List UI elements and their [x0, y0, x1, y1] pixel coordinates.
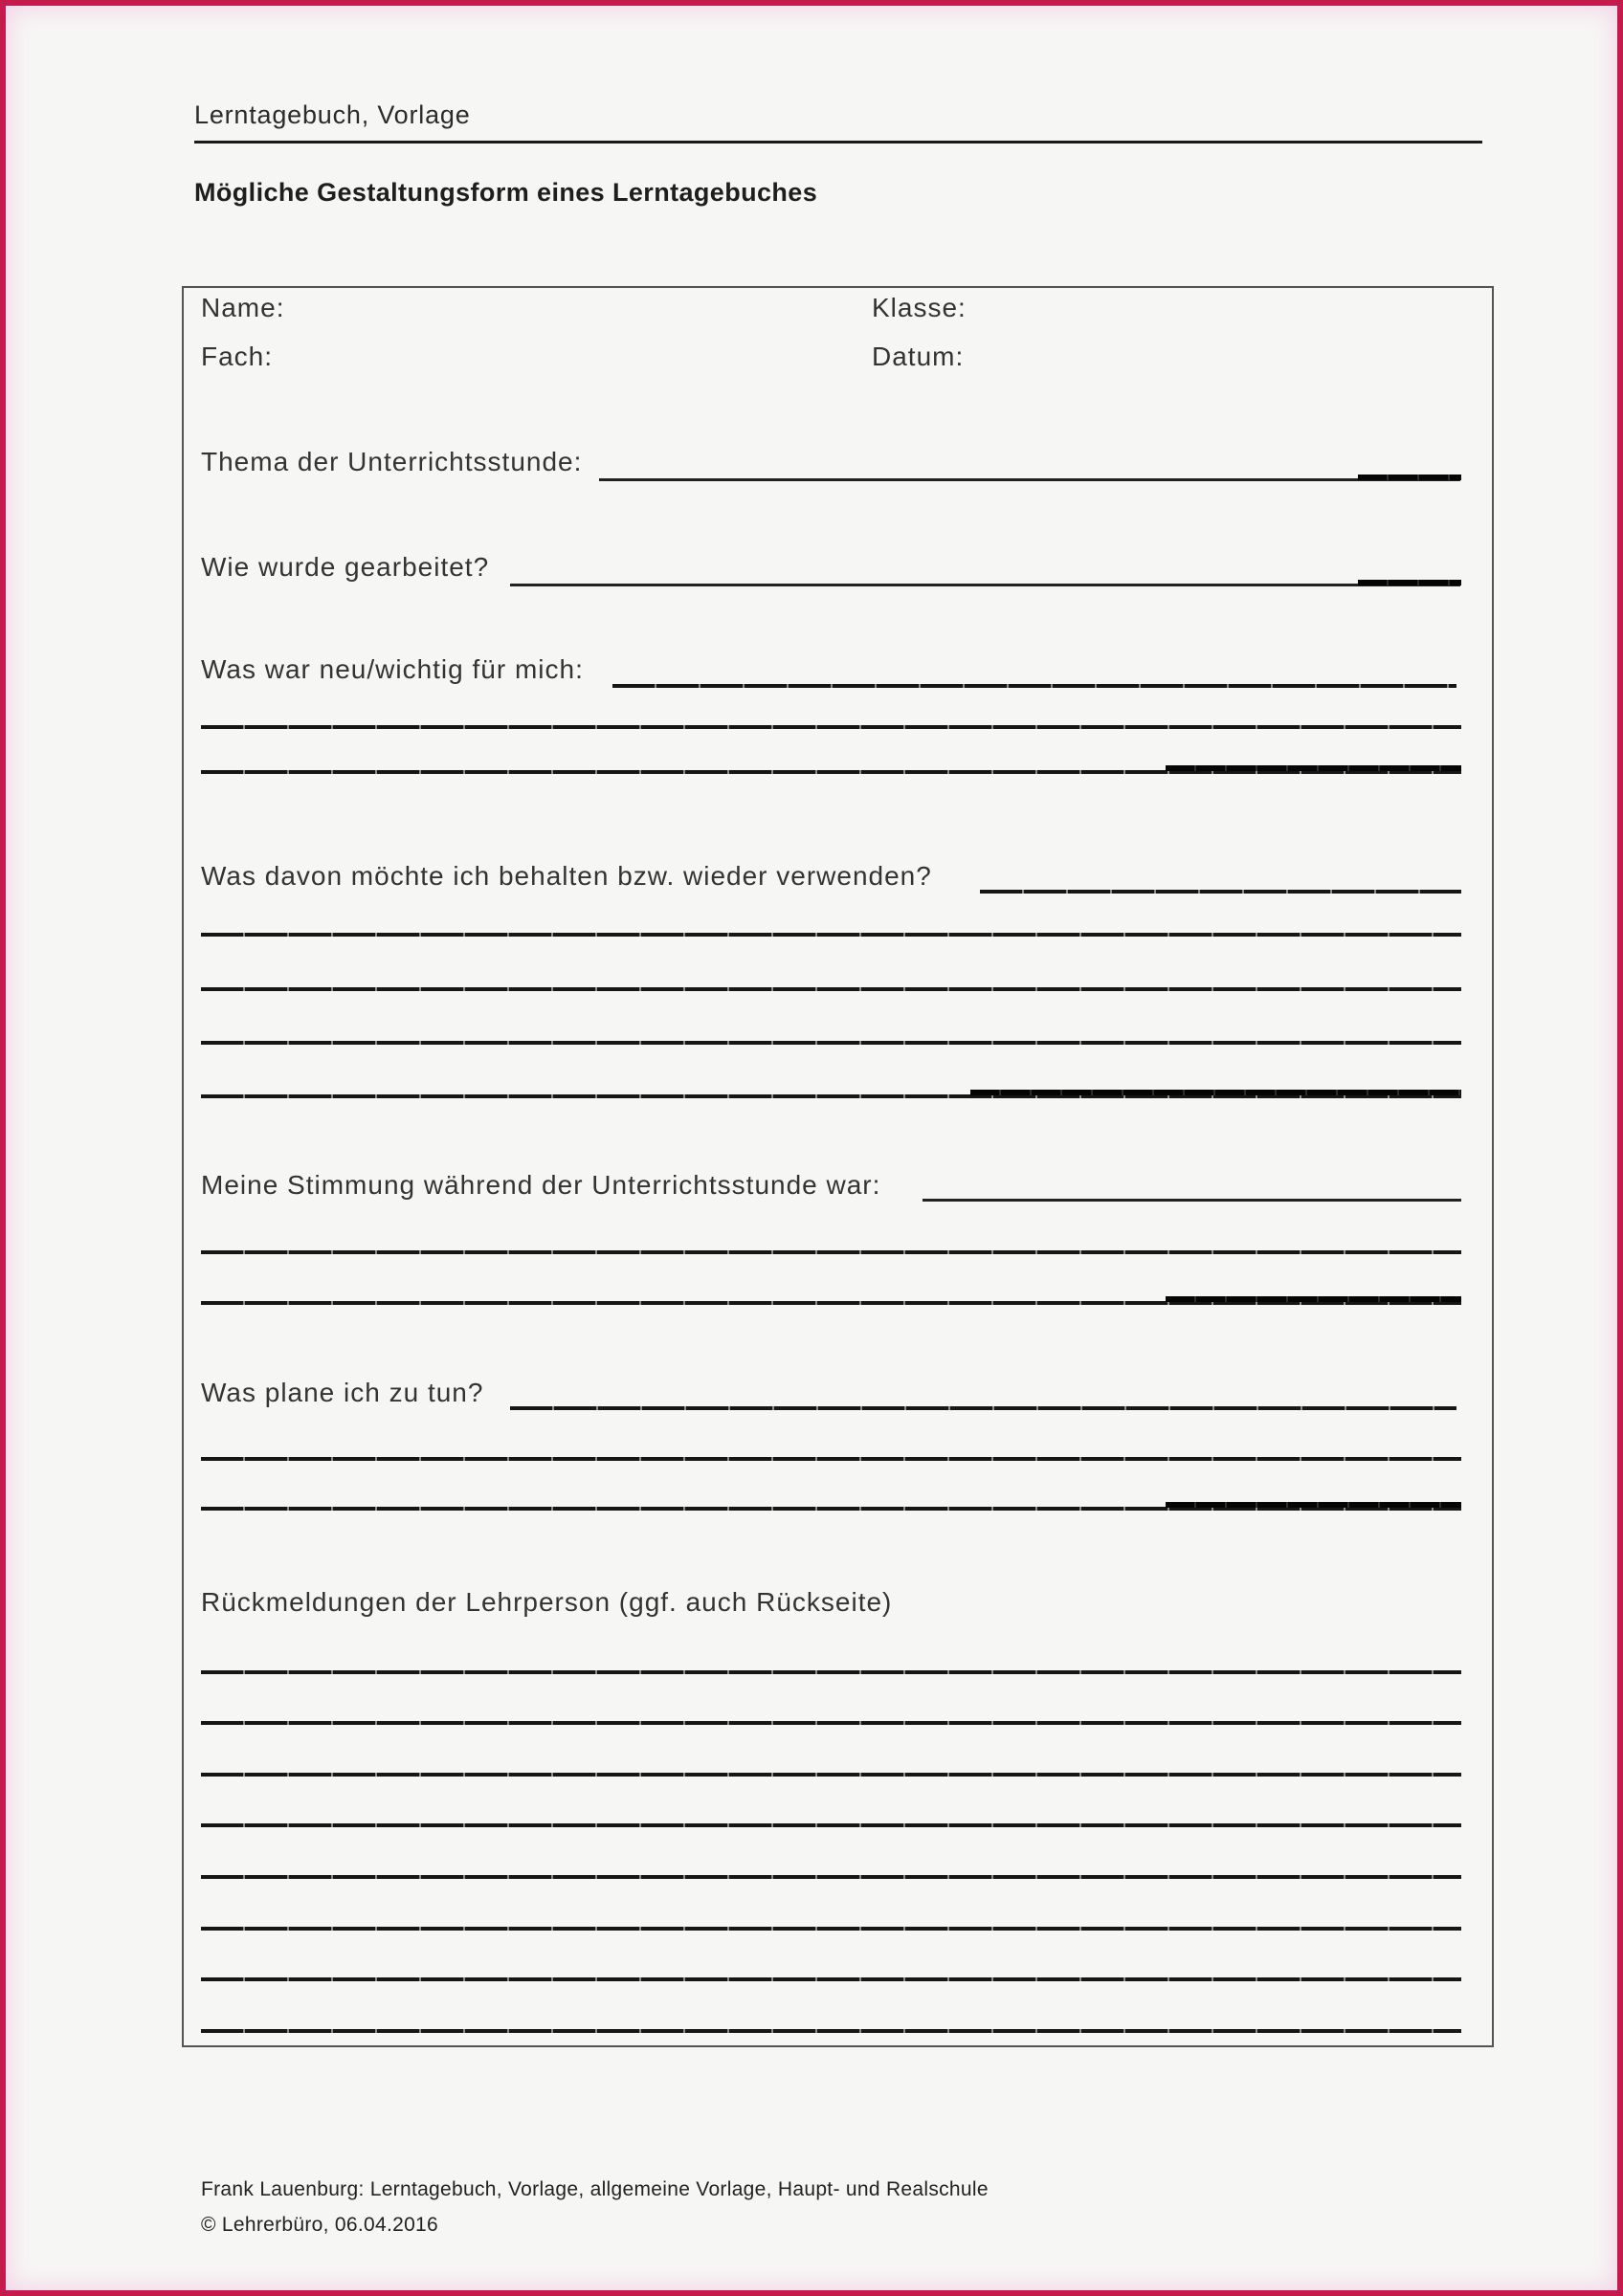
write-line [612, 684, 1456, 688]
footer-credit: Frank Lauenburg: Lerntagebuch, Vorlage, allgemeine Vorlage, Haupt- und Realschule [201, 2178, 989, 2200]
write-line [980, 890, 1461, 894]
write-line [201, 1927, 1461, 1931]
write-line [201, 987, 1461, 991]
field-label-name: Name: [201, 293, 285, 322]
field-label-rueckmeldung: Rückmeldungen der Lehrperson (ggf. auch Rückseite) [201, 1587, 893, 1617]
field-label-fach: Fach: [201, 342, 274, 371]
write-line-bold-end [1358, 475, 1461, 480]
write-line [201, 1457, 1461, 1461]
write-line [201, 1977, 1461, 1981]
field-label-klasse: Klasse: [872, 293, 967, 322]
header-rule [194, 141, 1482, 144]
write-line-bold-end [1166, 1502, 1461, 1508]
field-label-thema: Thema der Unterrichtsstunde: [201, 447, 583, 476]
write-line [201, 725, 1461, 729]
write-line [510, 584, 1460, 586]
write-line [201, 2029, 1461, 2033]
field-label-gearbeitet: Wie wurde gearbeitet? [201, 552, 490, 582]
write-line-bold-end [1358, 580, 1461, 585]
write-line [599, 478, 1460, 481]
write-line-bold-end [1166, 765, 1461, 771]
write-line [923, 1199, 1461, 1202]
write-line [201, 1773, 1461, 1777]
field-label-neu: Was war neu/wichtig für mich: [201, 654, 584, 684]
footer-copyright: © Lehrerbüro, 06.04.2016 [201, 2214, 439, 2236]
document-title: Mögliche Gestaltungsform eines Lerntagebuches [194, 178, 818, 207]
write-line [201, 1250, 1461, 1254]
write-line [201, 933, 1461, 937]
field-label-stimmung: Meine Stimmung während der Unterrichtsstunde war: [201, 1170, 881, 1200]
write-line [201, 1041, 1461, 1045]
field-label-datum: Datum: [872, 342, 965, 371]
field-label-behalten: Was davon möchte ich behalten bzw. wieder verwenden? [201, 861, 932, 891]
page-header-title: Lerntagebuch, Vorlage [194, 100, 471, 129]
write-line [510, 1406, 1456, 1410]
write-line-bold-end [970, 1090, 1461, 1095]
field-label-plan: Was plane ich zu tun? [201, 1378, 484, 1407]
write-line [201, 1823, 1461, 1827]
write-line [201, 1875, 1461, 1879]
write-line-bold-end [1166, 1296, 1461, 1302]
form-box [182, 286, 1494, 2047]
write-line [201, 1721, 1461, 1725]
write-line [201, 1670, 1461, 1674]
